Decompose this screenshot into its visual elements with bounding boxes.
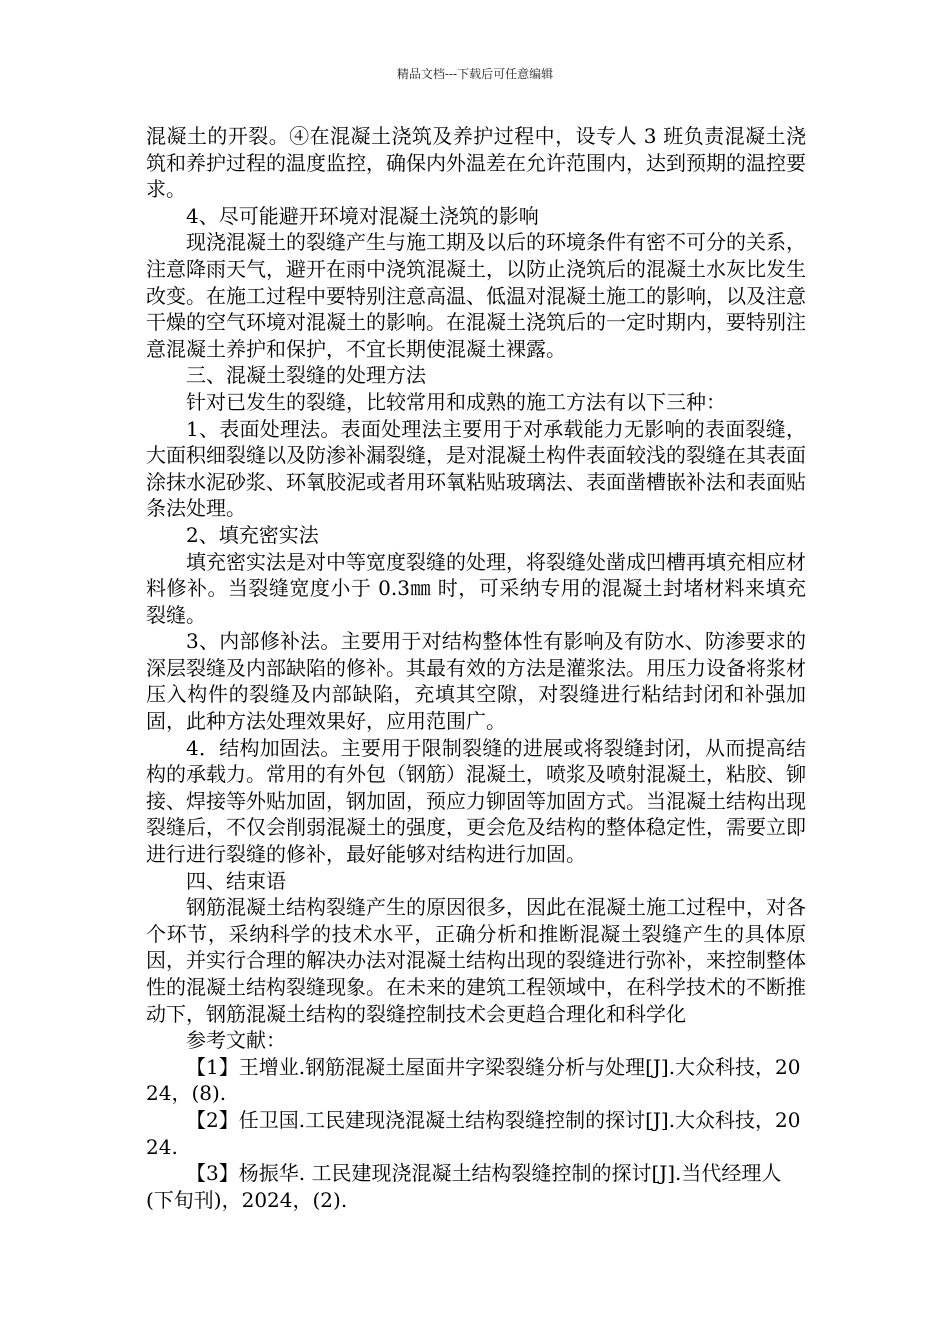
paragraph: 现浇混凝土的裂缝产生与施工期及以后的环境条件有密不可分的关系，注意降雨天气，避开在雨中浇筑混凝土，以防止浇筑后的混凝土水灰比发生改变。在施工过程中要特别注意高温、低温对混凝土施工的影响，以及注意干燥的空气环境对混凝土的影响。在混凝土浇筑后的一定时期内，要特别注意混凝土养护和保护，不宜长期使混凝土裸露。 bbox=[146, 230, 806, 361]
reference-item: 【2】任卫国.工民建现浇混凝土结构裂缝控制的探讨[J].大众科技，2024. bbox=[146, 1107, 801, 1159]
paragraph: 针对已发生的裂缝，比较常用和成熟的施工方法有以下三种： bbox=[186, 389, 726, 414]
paragraph: 混凝土的开裂。④在混凝土浇筑及养护过程中，设专人 3 班负责混凝土浇筑和养护过程的温度监控，确保内外温差在允许范围内，达到预期的温控要求。 bbox=[146, 124, 806, 202]
paragraph: 3、内部修补法。主要用于对结构整体性有影响及有防水、防渗要求的深层裂缝及内部缺陷的修补。其最有效的方法是灌浆法。用压力设备将浆材压入构件的裂缝及内部缺陷，充填其空隙，对裂缝进行粘结封闭和补强加固，此种方法处理效果好，应用范围广。 bbox=[146, 629, 806, 734]
paragraph: 1、表面处理法。表面处理法主要用于对承载能力无影响的表面裂缝，大面积细裂缝以及防渗补漏裂缝，是对混凝土构件表面较浅的裂缝在其表面涂抹水泥砂浆、环氧胶泥或者用环氧粘贴玻璃法、表面凿槽嵌补法和表面贴条法处理。 bbox=[146, 416, 806, 521]
references-heading: 参考文献： bbox=[186, 1028, 286, 1053]
section-heading: 4、尽可能避开环境对混凝土浇筑的影响 bbox=[186, 203, 539, 228]
reference-item: 【3】杨振华. 工民建现浇混凝土结构裂缝控制的探讨[J].当代经理人(下旬刊)，2024，(2). bbox=[146, 1161, 782, 1212]
document-body bbox=[146, 123, 806, 1213]
reference-item: 【1】王增业.钢筋混凝土屋面井字梁裂缝分析与处理[J].大众科技，2024，(8). bbox=[146, 1054, 801, 1106]
paragraph: 4．结构加固法。主要用于限制裂缝的进展或将裂缝封闭，从而提高结构的承载力。常用的有外包（钢筋）混凝土，喷浆及喷射混凝土，粘胶、铆接、焊接等外贴加固，钢加固，预应力铆固等加固方式。当混凝土结构出现裂缝后，不仅会削弱混凝土的强度，更会危及结构的整体稳定性，需要立即进行进行裂缝的修补，最好能够对结构进行加固。 bbox=[146, 735, 806, 867]
page-header: 精品文档---下载后可任意编辑 bbox=[396, 67, 554, 81]
section-heading: 三、混凝土裂缝的处理方法 bbox=[186, 363, 426, 388]
section-heading: 四、结束语 bbox=[186, 868, 286, 893]
section-heading: 2、填充密实法 bbox=[186, 522, 319, 547]
paragraph: 钢筋混凝土结构裂缝产生的原因很多，因此在混凝土施工过程中，对各个环节，采纳科学的技术水平，正确分析和推断混凝土裂缝产生的具体原因，并实行合理的解决办法对混凝土结构出现的裂缝进行弥补，来控制整体性的混凝土结构裂缝现象。在未来的建筑工程领域中，在科学技术的不断推动下，钢筋混凝土结构的裂缝控制技术会更趋合理化和科学化 bbox=[146, 895, 806, 1026]
paragraph: 填充密实法是对中等宽度裂缝的处理，将裂缝处凿成凹槽再填充相应材料修补。当裂缝宽度小于 0.3㎜ 时，可采纳专用的混凝土封堵材料来填充裂缝。 bbox=[146, 549, 806, 627]
